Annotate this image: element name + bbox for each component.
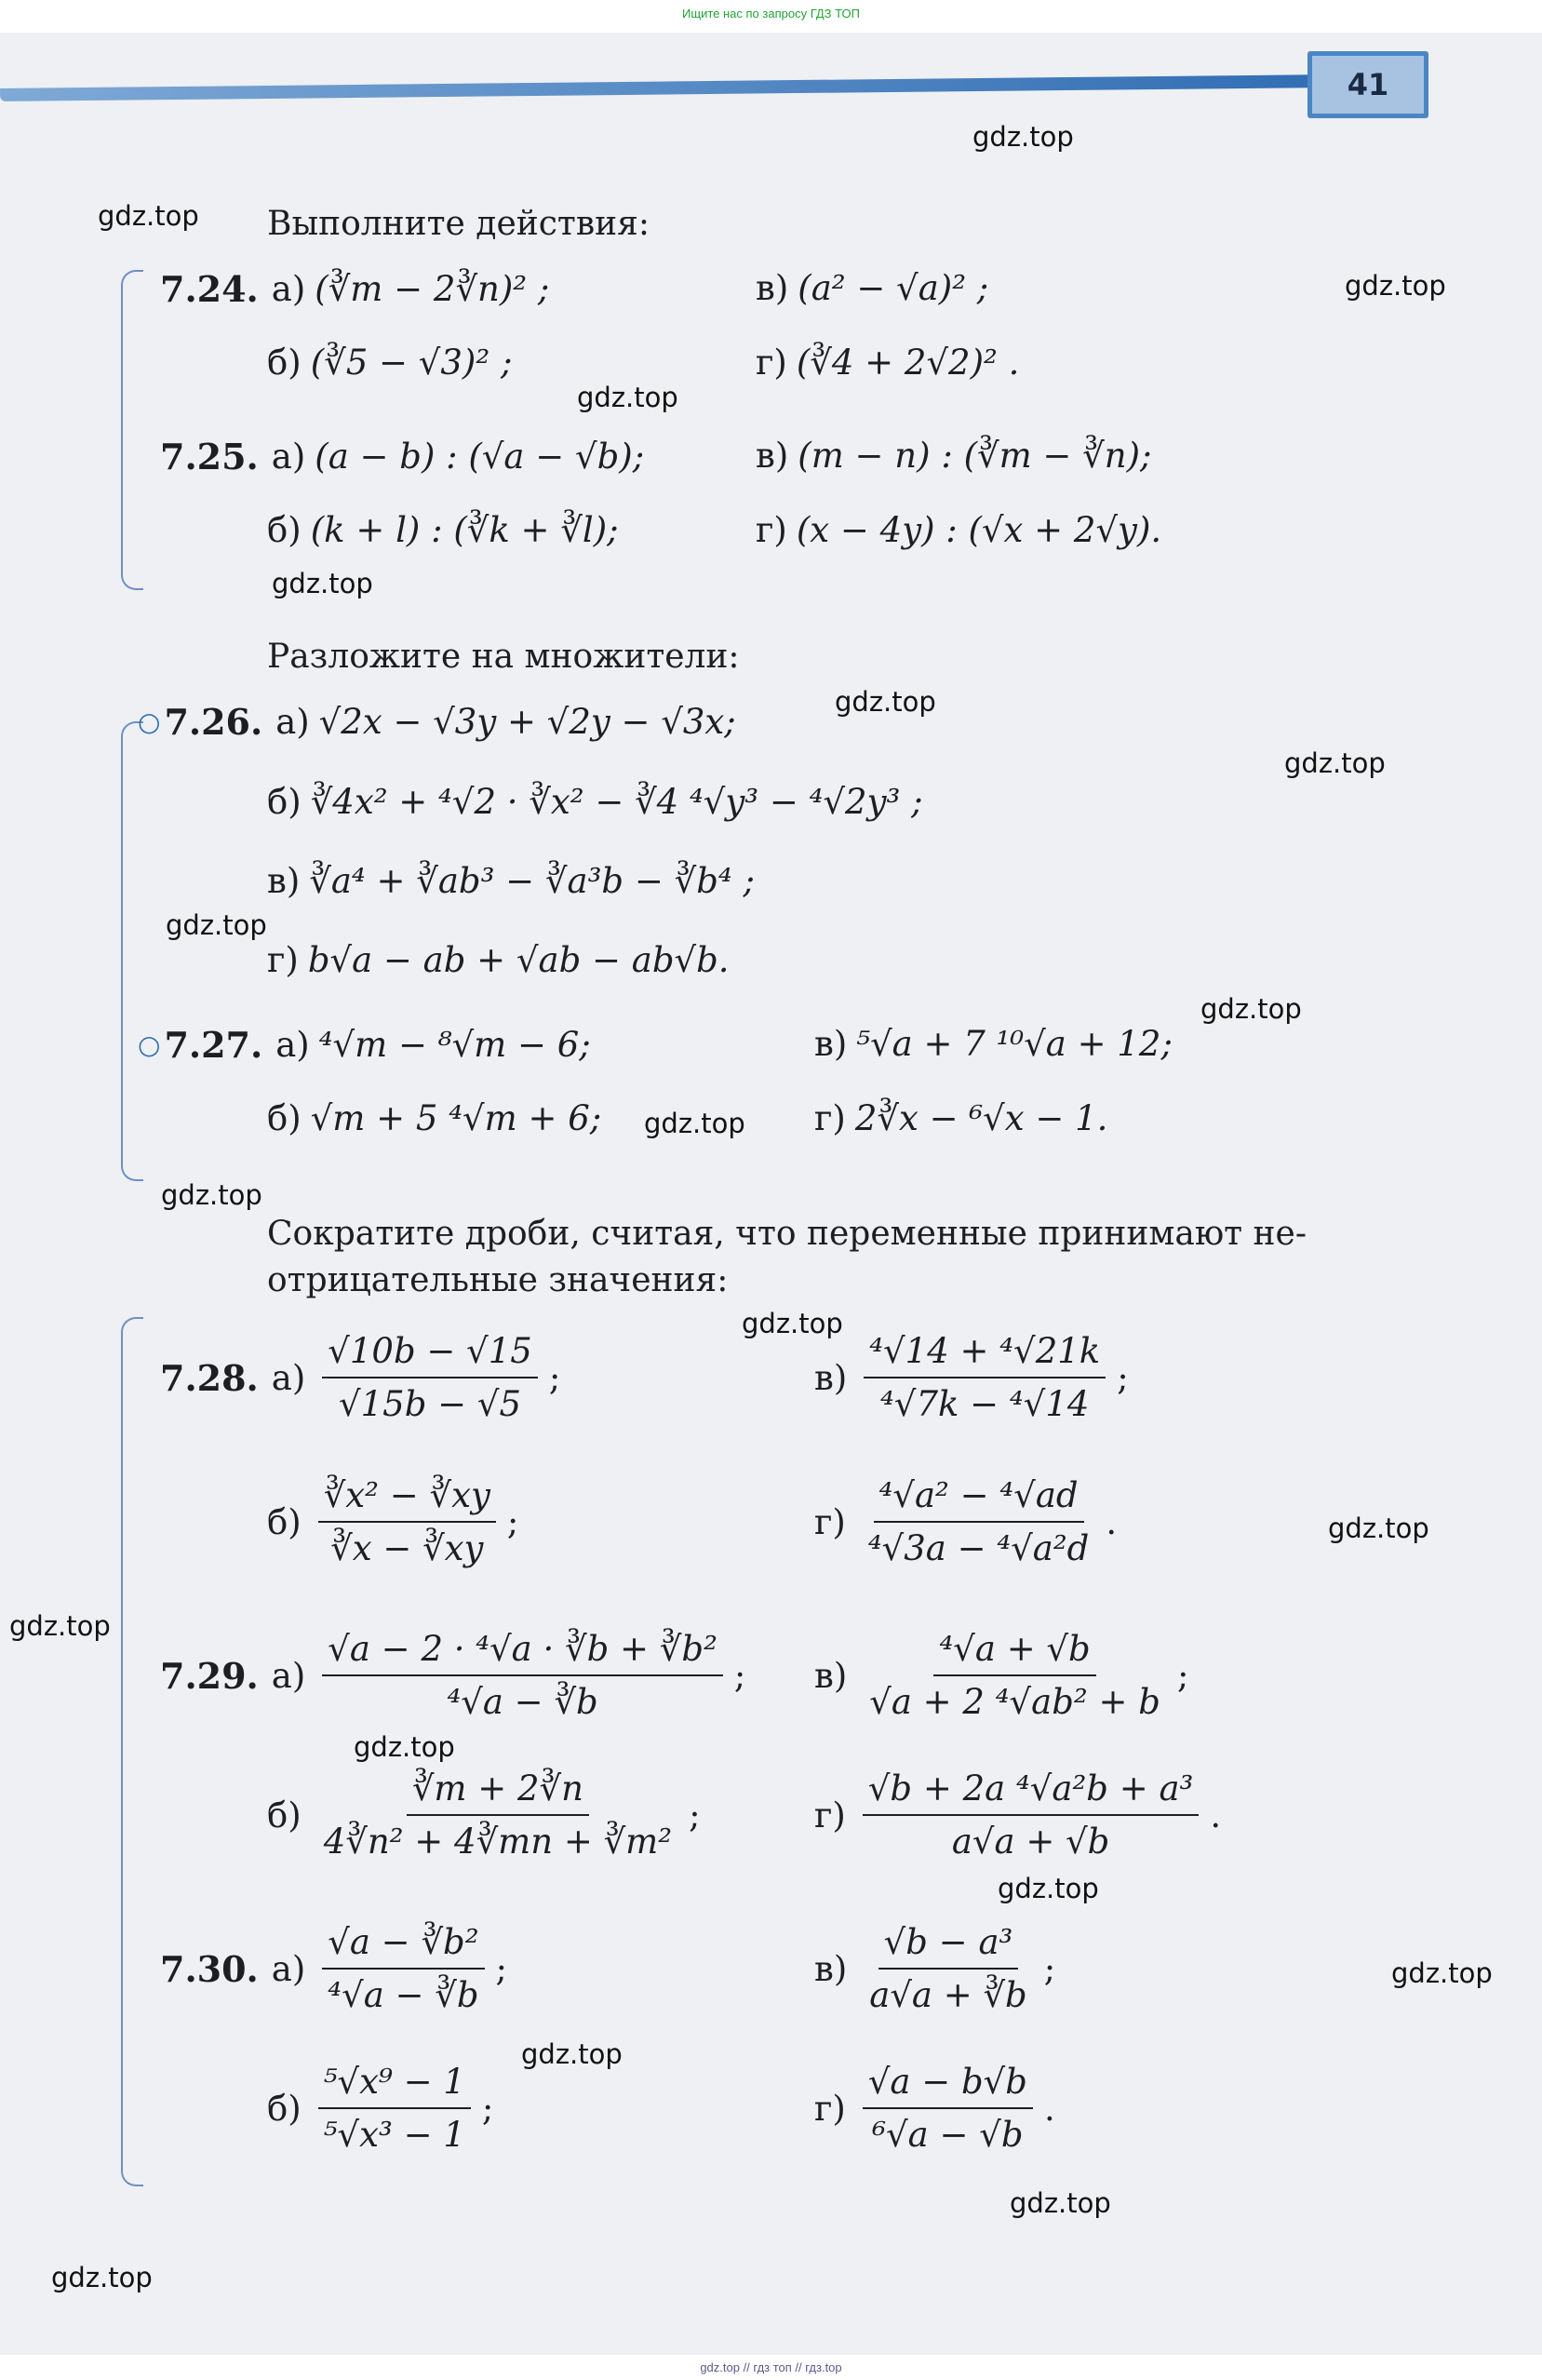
math-expression: ⁴√m − ⁸√m − 6; [318,1025,591,1065]
exercise-number: 7.30. [160,1947,259,1990]
watermark: gdz.top [1391,1957,1493,1989]
fraction [322,1629,723,1722]
bottom-banner: gdz.top // гдз топ // гдз.top [700,2360,842,2374]
exercise-number: 7.27. [164,1024,263,1066]
fraction-denominator: 4∛n² + 4∛mn + ∛m² [323,1822,673,1862]
fraction-numerator: ∛x² − ∛xy [318,1475,496,1523]
punctuation: . [1043,2088,1055,2129]
math-expression: (x − 4y) : (√x + 2√y). [796,510,1162,550]
math-expression: ∛4x² + ⁴√2 · ∛x² − ∛4 ⁴√y³ − ⁴√2y³ ; [310,782,923,822]
fraction-numerator: √b − a³ [878,1922,1019,1970]
exercise-7-30-b [267,2062,493,2155]
fraction-numerator: ∛m + 2∛n [407,1768,589,1816]
exercise-number: 7.25. [160,436,259,477]
watermark: gdz.top [272,568,373,599]
fraction-denominator: ⁴√a − ∛b [447,1682,598,1722]
exercise-7-24-row-1 [160,268,549,310]
watermark: gdz.top [1200,993,1302,1025]
math-expression: (∛4 + 2√2)² . [796,343,1020,383]
punctuation: ; [506,1501,519,1542]
exercise-number: 7.28. [160,1356,259,1399]
item-label: в) [814,1655,848,1696]
exercise-7-26-row-v [267,861,755,901]
exercise-number: 7.26. [164,701,263,743]
watermark: gdz.top [161,1179,262,1211]
item-label: а) [271,1655,306,1696]
fraction-denominator: a√a + ∛b [869,1975,1027,2015]
exercise-7-28-a [160,1331,560,1424]
math-expression: b√a − ab + √ab − ab√b. [307,940,730,980]
top-banner: Ищите нас по запросу ГДЗ ТОП [682,7,860,20]
exercise-7-28-b [267,1475,518,1568]
math-expression: ⁵√a + 7 ¹⁰√a + 12; [856,1024,1173,1064]
item-label: б) [267,2088,302,2129]
punctuation: ; [1043,1948,1056,1989]
fraction-denominator: ⁵√x³ − 1 [323,2115,465,2155]
math-expression: √m + 5 ⁴√m + 6; [310,1098,602,1138]
exercise-7-25-row-2 [267,510,619,550]
fraction [864,1922,1032,2015]
circle-marker-icon: ○ [138,1029,161,1060]
item-label: б) [267,343,302,383]
exercise-7-24-row-2-right [756,343,1019,383]
group-bracket-3 [121,1317,143,2186]
fraction [318,1475,496,1568]
item-label: в) [814,1024,848,1064]
item-label: б) [267,1795,302,1835]
item-label: а) [271,269,306,309]
item-label: г) [814,2088,846,2129]
fraction [864,1629,1166,1722]
punctuation: . [1210,1795,1222,1835]
fraction-numerator: ⁵√x⁹ − 1 [318,2062,471,2109]
watermark: gdz.top [521,2038,623,2070]
exercise-7-28-g [814,1475,1117,1568]
exercise-7-24-row-2 [267,343,512,383]
fraction [318,1768,677,1862]
fraction-numerator: ⁴√14 + ⁴√21k [864,1331,1106,1378]
fraction [322,1922,484,2015]
exercise-7-29-g [814,1768,1221,1862]
watermark: gdz.top [742,1308,843,1339]
fraction-numerator: √b + 2a ⁴√a²b + a³ [863,1768,1200,1816]
fraction-denominator: ⁴√3a − ⁴√a²d [867,1528,1090,1568]
fraction-numerator: √a − b√b [863,2062,1033,2109]
item-label: г) [756,343,787,383]
item-label: а) [275,1025,310,1065]
item-label: в) [756,436,789,476]
watermark: gdz.top [1010,2187,1111,2219]
fraction-numerator: ⁴√a² − ⁴√ad [874,1475,1084,1523]
watermark: gdz.top [1284,747,1386,779]
fraction [322,1331,538,1424]
math-expression: 2∛x − ⁶√x − 1. [854,1098,1108,1138]
exercise-7-29-b [267,1768,701,1862]
group-bracket-2 [121,721,143,1181]
item-label: в) [756,268,789,308]
exercise-7-27-row-2-right [814,1098,1107,1138]
math-expression: √2x − √3y + √2y − √3x; [318,702,736,742]
punctuation: . [1106,1501,1118,1542]
fraction-numerator: ⁴√a + √b [933,1629,1095,1676]
exercise-7-27-row-2 [267,1098,601,1138]
fraction-denominator: ⁴√a − ∛b [328,1975,479,2015]
fraction-denominator: ∛x − ∛xy [330,1528,484,1568]
item-label: в) [814,1357,848,1398]
exercise-7-30-g [814,2062,1055,2155]
math-expression: (∛5 − √3)² ; [310,343,513,383]
exercise-7-30-v [814,1922,1055,2015]
punctuation: ; [733,1655,746,1696]
item-label: г) [814,1795,846,1835]
math-expression: (a − b) : (√a − √b); [315,437,645,477]
watermark: gdz.top [835,686,936,718]
exercise-7-27-row-1-right [814,1024,1173,1064]
page-number: 41 [1307,51,1428,118]
exercise-7-25-row-2-right [756,510,1161,550]
item-label: г) [814,1501,846,1542]
punctuation: ; [1117,1357,1129,1398]
watermark: gdz.top [51,2262,153,2293]
punctuation: ; [1176,1655,1189,1696]
math-expression: (m − n) : (∛m − ∛n); [798,436,1152,476]
fraction-numerator: √10b − √15 [322,1331,538,1378]
fraction-denominator: √15b − √5 [339,1384,522,1424]
exercise-7-24-row-1-right [756,268,988,308]
circle-marker-icon: ○ [138,706,161,737]
item-label: г) [756,510,787,550]
item-label: в) [814,1948,848,1989]
item-label: б) [267,1501,302,1542]
math-expression: (a² − √a)² ; [798,268,989,308]
math-expression: (∛m − 2∛n)² ; [315,269,550,309]
item-label: б) [267,510,302,550]
fraction [863,1475,1095,1568]
item-label: г) [814,1098,846,1138]
punctuation: ; [548,1357,561,1398]
fraction [863,1768,1200,1862]
exercise-7-26-row-g [267,940,730,980]
punctuation: ; [689,1795,701,1835]
section-heading-reduce-line-1: Сократите дроби, считая, что переменные принимают не- [267,1215,1307,1253]
item-label: г) [267,940,299,980]
section-heading-actions: Выполните действия: [267,205,650,243]
item-label: а) [271,1357,306,1398]
header-stripe [0,74,1368,101]
item-label: а) [271,437,306,477]
fraction-denominator: √a + 2 ⁴√ab² + b [869,1682,1160,1722]
watermark: gdz.top [972,121,1074,153]
section-heading-factor: Разложите на множители: [267,638,740,676]
watermark: gdz.top [354,1731,455,1763]
fraction-denominator: ⁴√7k − ⁴√14 [880,1384,1090,1424]
item-label: а) [275,702,310,742]
item-label: б) [267,782,302,822]
watermark: gdz.top [1345,270,1446,302]
exercise-7-29-v [814,1629,1188,1722]
exercise-7-30-a [160,1922,507,2015]
fraction [863,2062,1033,2155]
item-label: в) [267,861,301,901]
math-expression: (k + l) : (∛k + ∛l); [310,510,619,550]
watermark: gdz.top [644,1108,745,1139]
watermark: gdz.top [166,909,267,941]
watermark: gdz.top [9,1610,111,1642]
textbook-page [0,33,1542,2355]
fraction-denominator: ⁶√a − √b [872,2115,1024,2155]
watermark: gdz.top [577,382,678,413]
fraction-denominator: a√a + √b [951,1822,1110,1862]
exercise-7-25-row-1 [160,436,644,477]
exercise-7-25-row-1-right [756,436,1152,476]
exercise-7-26-row-b [267,782,923,822]
punctuation: ; [495,1948,508,1989]
exercise-7-28-v [814,1331,1129,1424]
fraction [864,1331,1106,1424]
punctuation: ; [481,2088,494,2129]
exercise-number: 7.24. [160,268,259,310]
watermark: gdz.top [998,1873,1099,1904]
fraction-numerator: √a − ∛b² [322,1922,484,1970]
fraction [318,2062,471,2155]
watermark: gdz.top [98,200,199,232]
fraction-numerator: √a − 2 · ⁴√a · ∛b + ∛b² [322,1629,723,1676]
section-heading-reduce-line-2: отрицательные значения: [267,1261,729,1299]
exercise-7-29-a [160,1629,745,1722]
exercise-7-26-row-a [138,701,736,743]
item-label: а) [271,1948,306,1989]
exercise-number: 7.29. [160,1654,259,1697]
group-bracket-1 [121,270,143,590]
math-expression: ∛a⁴ + ∛ab³ − ∛a³b − ∛b⁴ ; [309,861,755,901]
exercise-7-27-row-1 [138,1024,591,1066]
item-label: б) [267,1098,302,1138]
watermark: gdz.top [1328,1513,1429,1544]
